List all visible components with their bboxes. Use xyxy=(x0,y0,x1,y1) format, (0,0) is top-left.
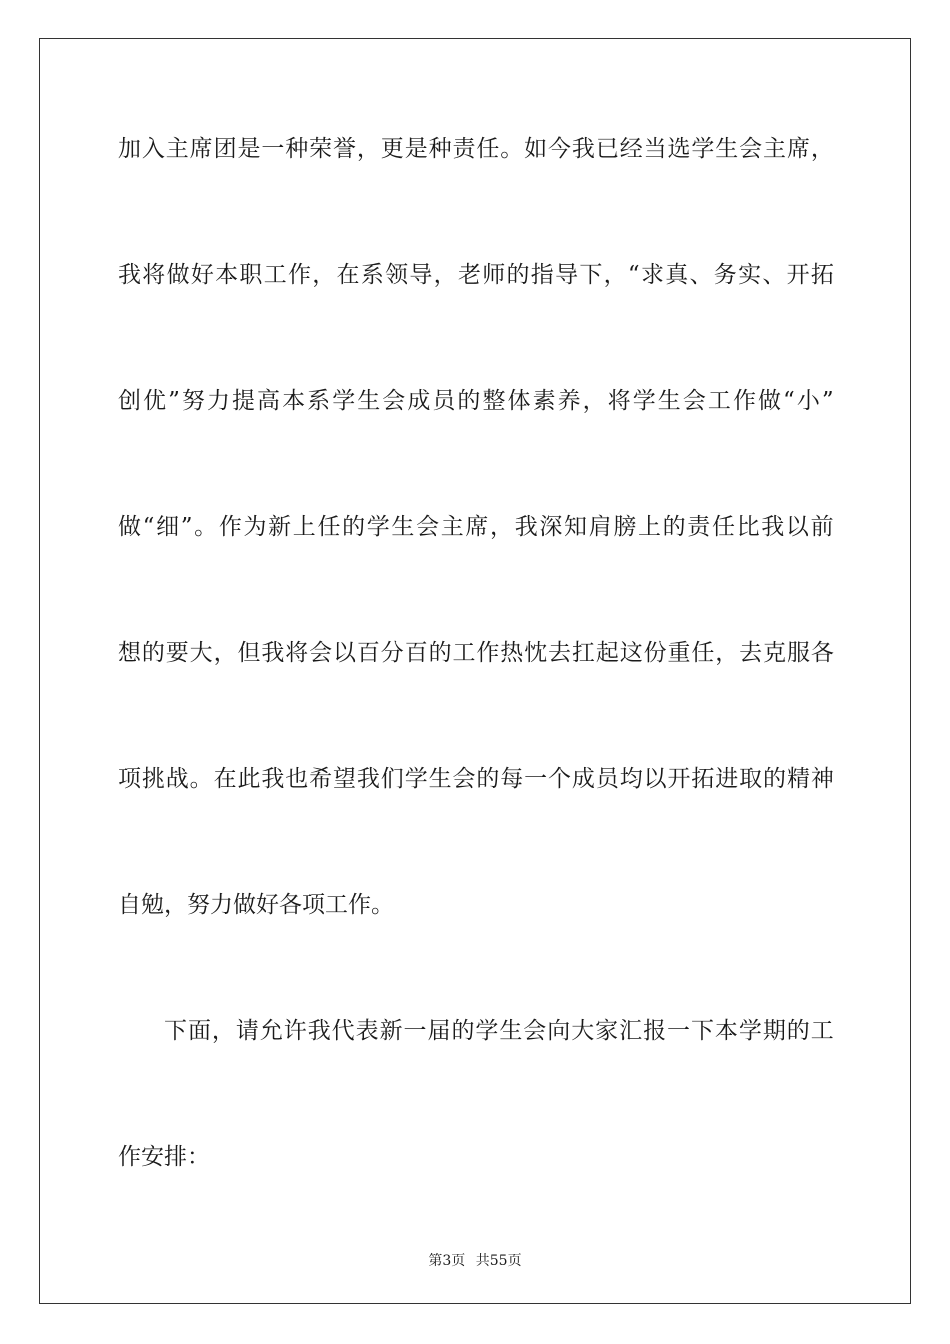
page-number: 第3页 xyxy=(428,1253,466,1269)
text-line: 下 面 ， 请 允 许 我 代 表 新 一 届 的 学 生 会 向 大 家 汇 报 一 下 本 学 期 的 工 xyxy=(164,1018,834,1044)
text-line: 自勉，努力做好各项工作。 xyxy=(118,892,394,918)
page-total: 共55页 xyxy=(475,1253,522,1269)
text-line: 加 入 主 席 团 是 一 种 荣 誉 ， 更 是 种 责 任 。 如 今 我 已 经 当 选 学 生 会 主 席 ， xyxy=(118,136,834,162)
document-body xyxy=(118,136,834,1270)
page-footer xyxy=(0,1250,950,1270)
paragraph-2 xyxy=(118,1018,834,1270)
paragraph-1 xyxy=(118,136,834,1018)
text-line: 想 的 要 大 ， 但 我 将 会 以 百 分 百 的 工 作 热 忱 去 扛 起 这 份 重 任 ， 去 克 服 各 xyxy=(118,640,834,666)
text-line: 创 优 ” 努 力 提 高 本 系 学 生 会 成 员 的 整 体 素 养 ， 将 学 生 会 工 作 做 “ 小 ” xyxy=(118,388,834,414)
text-line: 做 “ 细 ” 。 作 为 新 上 任 的 学 生 会 主 席 ， 我 深 知 肩 膀 上 的 责 任 比 我 以 前 xyxy=(118,514,834,540)
text-line: 项 挑 战 。 在 此 我 也 希 望 我 们 学 生 会 的 每 一 个 成 员 均 以 开 拓 进 取 的 精 神 xyxy=(118,766,834,792)
text-line: 作安排： xyxy=(118,1144,210,1170)
text-line: 我 将 做 好 本 职 工 作 ， 在 系 领 导 ， 老 师 的 指 导 下 ， “ 求 真 、 务 实 、 开 拓 xyxy=(118,262,834,288)
